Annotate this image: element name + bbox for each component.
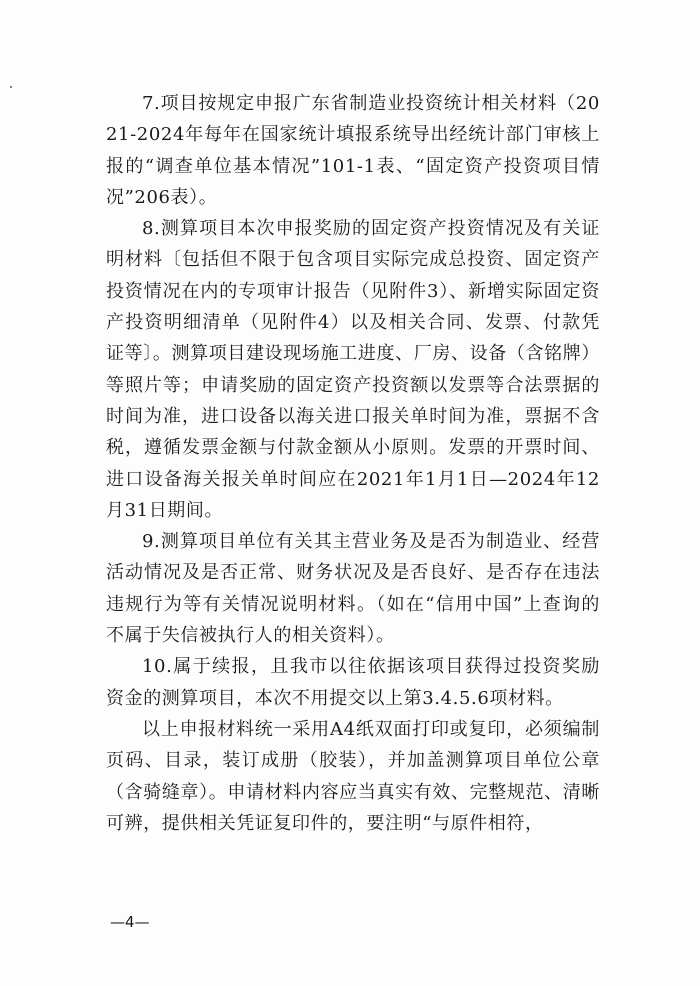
scan-speck [10, 86, 12, 88]
paragraph-item-8: 8.测算项目本次申报奖励的固定资产投资情况及有关证明材料〔包括但不限于包含项目实际完成总投资、固定资产投资情况在内的专项审计报告（见附件3）、新增实际固定资产投资明细清单（见附件4）以及相关合同、发票、付款凭证等〕。测算项目建设现场施工进度、厂房、设备（含铭牌）等照片等；申请奖励的固定资产投资额以发票等合法票据的时间为准，进口设备以海关进口报关单时间为准，票据不含税，遵循发票金额与付款金额从小原则。发票的开票时间、进口设备海关报关单时间应在2021年1月1日—2024年12月31日期间。 [106, 218, 600, 521]
page-number: —4— [110, 913, 150, 931]
paragraph-item-7: 7.项目按规定申报广东省制造业投资统计相关材料（2021-2024年每年在国家统计填报系统导出经统计部门审核上报的“调查单位基本情况”101-1表、“固定资产投资项目情况”206表）。 [106, 93, 600, 208]
paragraph-item-9: 9.测算项目单位有关其主营业务及是否为制造业、经营活动情况及是否正常、财务状况及是否良好、是否存在违法违规行为等有关情况说明材料。（如在“信用中国”上查询的不属于失信被执行人的相关资料）。 [106, 531, 600, 647]
paragraph-requirements: 以上申报材料统一采用A4纸双面打印或复印，必须编制页码、目录，装订成册（胶装），并加盖测算项目单位公章（含骑缝章）。申请材料内容应当真实有效、完整规范、清晰可辨，提供相关凭证复印件的，要注明“与原件相符， [106, 718, 600, 834]
paragraph-item-10: 10.属于续报，且我市以往依据该项目获得过投资奖励资金的测算项目，本次不用提交以上第3.4.5.6项材料。 [106, 656, 600, 709]
document-body [106, 88, 600, 839]
